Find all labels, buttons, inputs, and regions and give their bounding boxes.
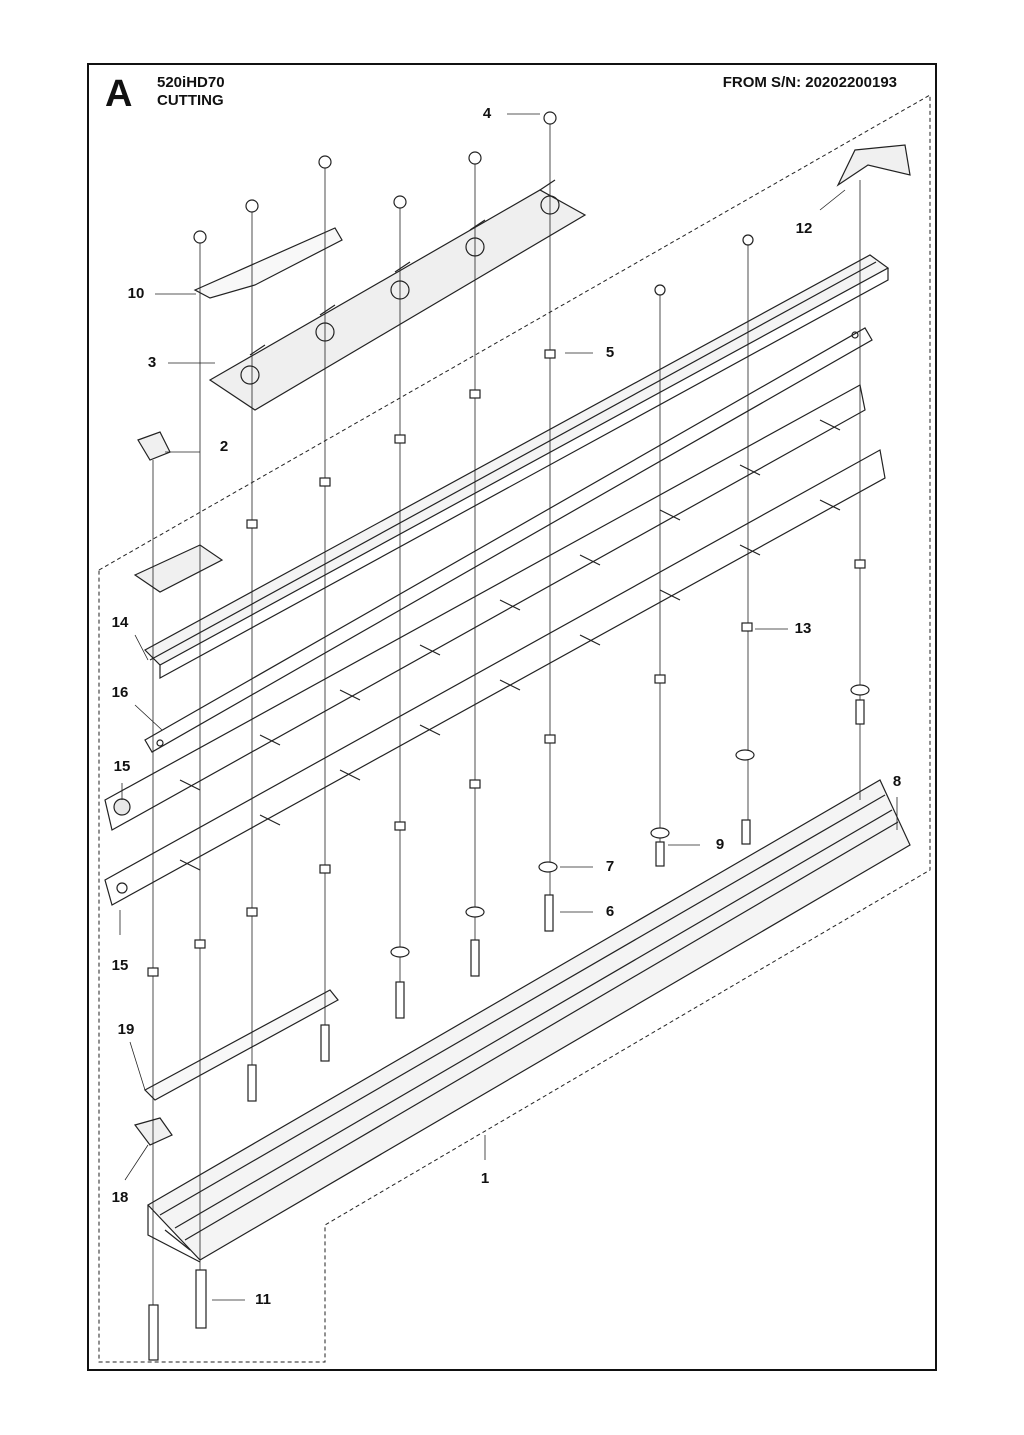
callout-15-lower: 15 (111, 957, 129, 974)
callout-14: 14 (111, 614, 129, 631)
part-14-support-bar (145, 255, 888, 678)
callout-13: 13 (794, 620, 812, 637)
callout-11: 11 (255, 1291, 271, 1308)
callout-9: 9 (715, 836, 725, 853)
part-18-clip (135, 1118, 172, 1145)
section-name: CUTTING (157, 92, 224, 109)
part-1-guard-bar (148, 780, 910, 1262)
callout-1: 1 (480, 1170, 490, 1187)
callout-3: 3 (147, 354, 157, 371)
part-12-tool (838, 145, 910, 185)
callout-16: 16 (111, 684, 129, 701)
callout-12: 12 (795, 220, 813, 237)
nuts (194, 112, 753, 528)
serial-label: FROM S/N: (722, 74, 802, 91)
callout-7: 7 (605, 858, 615, 875)
callout-6: 6 (605, 903, 615, 920)
callout-5: 5 (605, 344, 615, 361)
part-19-link-plate (145, 990, 338, 1100)
callout-18: 18 (111, 1189, 129, 1206)
part-15-blade-lower (105, 450, 885, 905)
callout-2: 2 (219, 438, 229, 455)
serial-number-label (723, 75, 897, 91)
part-2-clip-plate (135, 545, 222, 592)
leader-lines (117, 114, 897, 1300)
callout-8: 8 (892, 773, 902, 790)
callout-4: 4 (482, 105, 492, 122)
part-2-clip (138, 432, 170, 460)
part-10-link-plate (195, 228, 342, 298)
callout-19: 19 (117, 1021, 135, 1038)
callout-10: 10 (127, 285, 145, 302)
serial-value: 20202200193 (805, 74, 897, 91)
part-3-blade-segment (210, 180, 585, 410)
model-name: 520iHD70 (157, 74, 225, 91)
section-letter: A (105, 73, 133, 115)
callout-15-upper: 15 (113, 758, 131, 775)
